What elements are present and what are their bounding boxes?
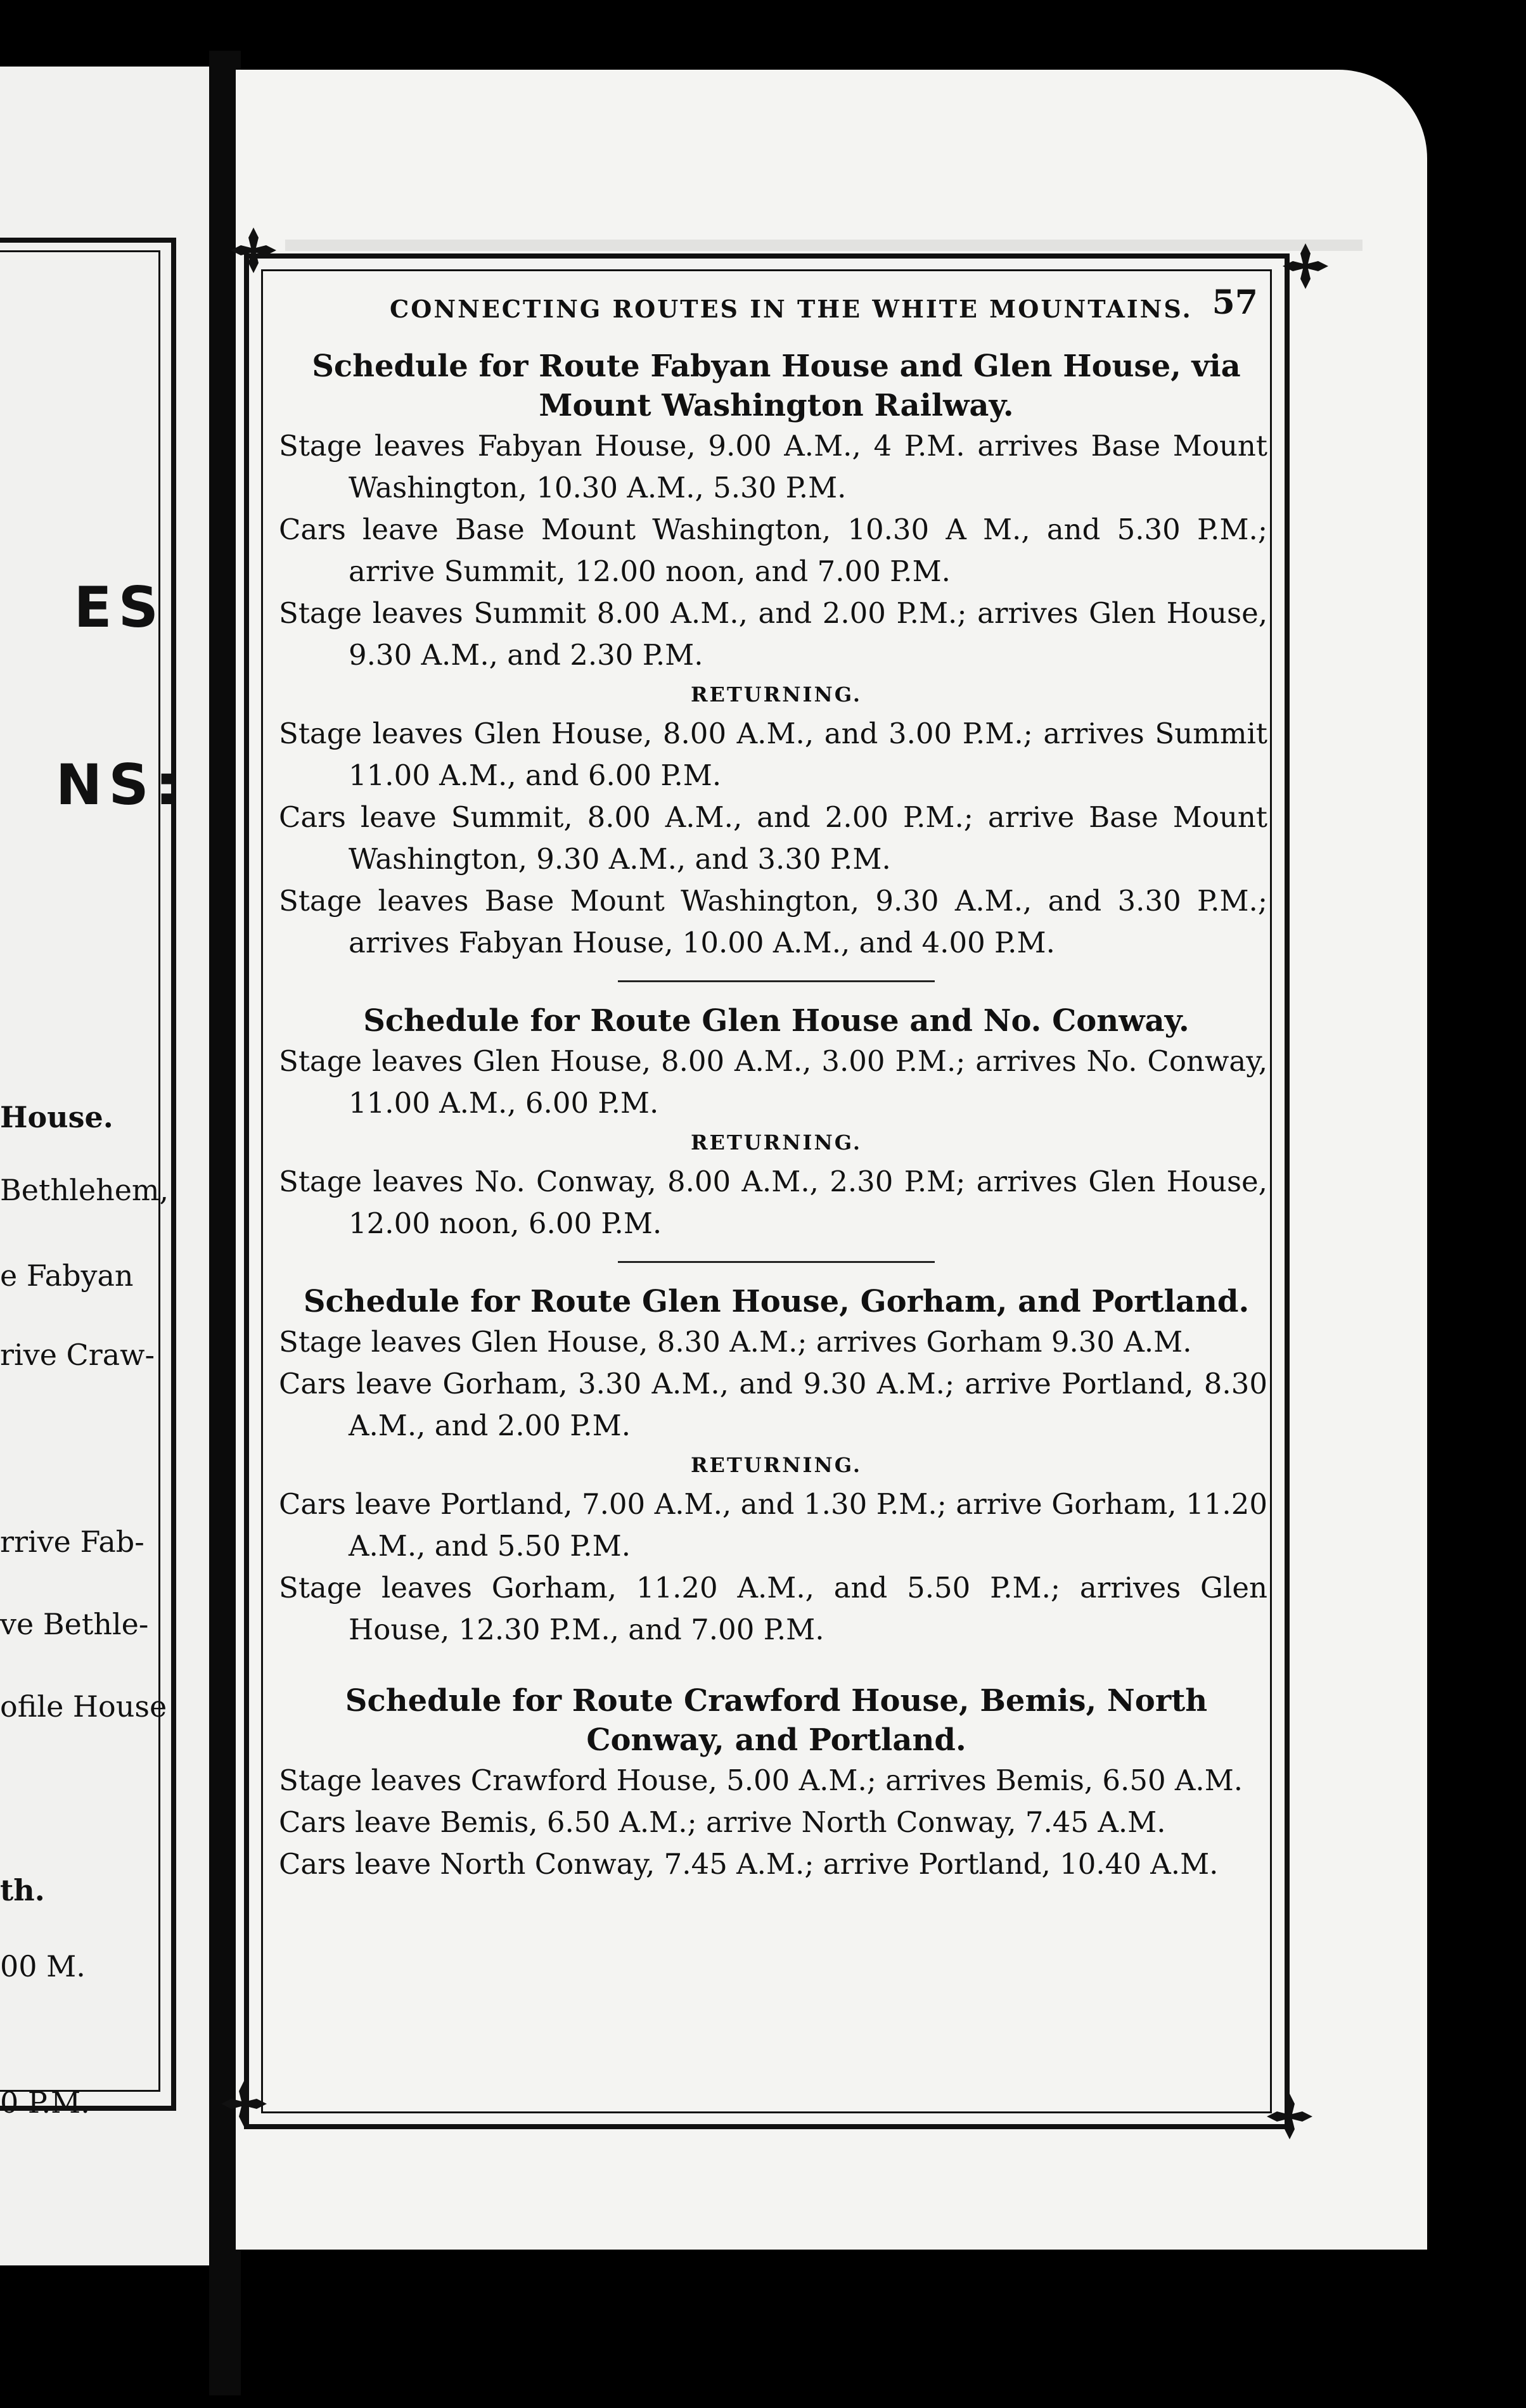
- schedule-section: [279, 347, 1274, 964]
- schedule-section: [279, 1001, 1274, 1245]
- page-content: [279, 283, 1274, 2101]
- running-head: CONNECTING ROUTES IN THE WHITE MOUNTAINS.: [390, 295, 1193, 323]
- schedule-entry: Stage leaves Glen House, 8.00 A.M., 3.00 P.M.; arrives No. Conway, 11.00 A.M., 6.00 P.M.: [279, 1044, 1267, 1120]
- schedule-title: Schedule for Route Glen House, Gorham, and Portland.: [303, 1284, 1250, 1319]
- cross-ornament-icon: [219, 2078, 269, 2129]
- section-gap: [279, 1656, 1274, 1681]
- schedule-entry: Stage leaves Gorham, 11.20 A.M., and 5.50 P.M.; arrives Glen House, 12.30 P.M., and 7.00 P.M.: [279, 1571, 1267, 1646]
- schedule-entry: Cars leave Base Mount Washington, 10.30 A M., and 5.30 P.M.; arrive Summit, 12.00 noon, and 7.00 P.M.: [279, 513, 1267, 588]
- schedule-entry: Cars leave Portland, 7.00 A.M., and 1.30 P.M.; arrive Gorham, 11.20 A.M., and 5.50 P.M.: [279, 1487, 1267, 1563]
- schedule-entry: Stage leaves Glen House, 8.30 A.M.; arrives Gorham 9.30 A.M.: [279, 1325, 1192, 1359]
- schedule-entry: Cars leave Bemis, 6.50 A.M.; arrive North Conway, 7.45 A.M.: [279, 1805, 1166, 1839]
- schedule-entry: Cars leave North Conway, 7.45 A.M.; arrive Portland, 10.40 A.M.: [279, 1847, 1219, 1881]
- schedule-section: [279, 1681, 1274, 1885]
- cross-ornament-icon: [228, 225, 279, 276]
- schedule-section: [279, 1282, 1274, 1651]
- page-header: [279, 283, 1274, 333]
- show-through-bleed: [285, 240, 1362, 251]
- returning-label: RETURNING.: [690, 1453, 862, 1477]
- schedule-title: Schedule for Route Fabyan House and Glen House, via Mount Washington Railway.: [312, 349, 1241, 423]
- schedule-entry: Stage leaves No. Conway, 8.00 A.M., 2.30 P.M; arrives Glen House, 12.00 noon, 6.00 P.M.: [279, 1165, 1267, 1240]
- schedule-entry: Stage leaves Crawford House, 5.00 A.M.; arrives Bemis, 6.50 A.M.: [279, 1764, 1243, 1797]
- schedule-title: Schedule for Route Crawford House, Bemis, North Conway, and Portland.: [345, 1683, 1208, 1758]
- cross-ornament-icon: [1280, 241, 1331, 291]
- returning-label: RETURNING.: [690, 682, 862, 707]
- schedule-entry: Cars leave Summit, 8.00 A.M., and 2.00 P.M.; arrive Base Mount Washington, 9.30 A.M., and 3.30 P.M.: [279, 800, 1267, 876]
- schedule-entry: Stage leaves Summit 8.00 A.M., and 2.00 P.M.; arrives Glen House, 9.30 A.M., and 2.30 P.M.: [279, 596, 1267, 672]
- schedule-entry: Stage leaves Glen House, 8.00 A.M., and 3.00 P.M.; arrives Summit 11.00 A.M., and 6.00 P.M.: [279, 717, 1267, 792]
- returning-label: RETURNING.: [690, 1130, 862, 1155]
- section-divider: [618, 980, 935, 982]
- section-divider: [618, 1261, 935, 1263]
- schedule-title: Schedule for Route Glen House and No. Conway.: [363, 1003, 1189, 1039]
- left-page-fragment: ES NS: House. Bethlehem, e Fabyan rive Craw- rrive Fab- ve Bethle- ofile House th. 00 M. 0 P.M.: [0, 67, 218, 2265]
- left-page-border-inner: [0, 250, 160, 2092]
- schedule-entry: Cars leave Gorham, 3.30 A.M., and 9.30 A.M.; arrive Portland, 8.30 A.M., and 2.00 P.M.: [279, 1367, 1267, 1442]
- schedule-entry: Stage leaves Base Mount Washington, 9.30 A.M., and 3.30 P.M.; arrives Fabyan House, 10.00 A.M., and 4.00 P.M.: [279, 884, 1267, 959]
- schedule-entry: Stage leaves Fabyan House, 9.00 A.M., 4 P.M. arrives Base Mount Washington, 10.30 A.M., 5.30 P.M.: [279, 429, 1267, 504]
- page-number: 57: [1212, 283, 1258, 322]
